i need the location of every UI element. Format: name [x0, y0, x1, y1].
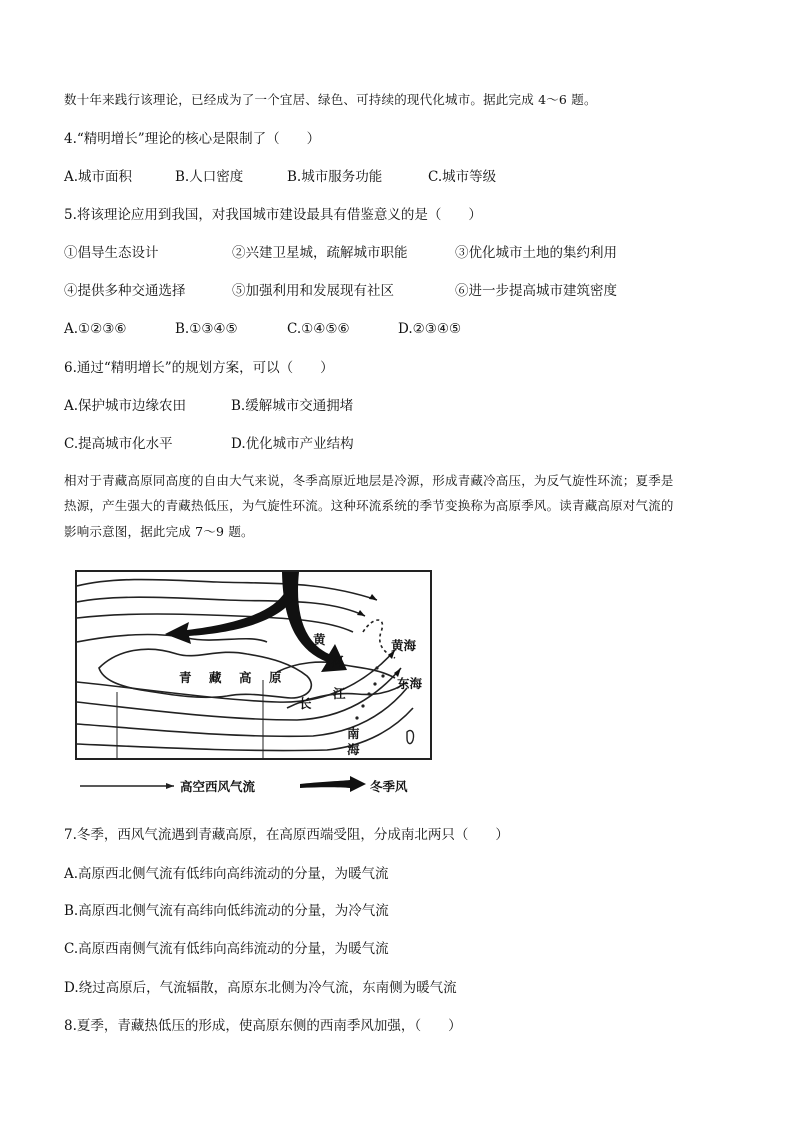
q5-option-c: C.①④⑤⑥ — [287, 321, 350, 337]
passage-line-1: 相对于青藏高原同高度的自由大气来说，冬季高原近地层是冷源，形成青藏冷高压，为反气旋性环流；夏季是 — [64, 473, 674, 488]
q7-option-a: A.高原西北侧气流有低纬向高纬流动的分量，为暖气流 — [64, 866, 389, 882]
q5-item-6: ⑥进一步提高城市建筑密度 — [455, 283, 617, 299]
label-plateau-1: 青 — [179, 670, 192, 685]
label-east-sea: 东海 — [397, 676, 423, 691]
question-7-stem: 7.冬季，西风气流遇到青藏高原，在高原西端受阻，分成南北两只（ ） — [64, 827, 509, 843]
legend-monsoon-arrow — [300, 776, 366, 792]
q7-option-b: B.高原西北侧气流有高纬向低纬流动的分量，为冷气流 — [64, 903, 389, 919]
south-flow-4 — [77, 708, 413, 751]
island-shape — [407, 730, 414, 743]
figure-legend — [78, 776, 438, 796]
plateau-airflow-map — [75, 570, 432, 760]
q5-option-b: B.①③④⑤ — [175, 321, 238, 337]
legend-monsoon-label: 冬季风 — [370, 779, 408, 794]
q5-item-1: ①倡导生态设计 — [64, 245, 159, 261]
passage-line-3: 影响示意图，据此完成 7～9 题。 — [64, 524, 254, 539]
question-4-stem: 4.“精明增长”理论的核心是限制了（ ） — [64, 131, 321, 147]
question-6-stem: 6.通过“精明增长”的规划方案，可以（ ） — [64, 360, 334, 376]
q4-option-b2: B.城市服务功能 — [287, 169, 383, 185]
label-south-sea-2: 海 — [347, 742, 360, 757]
westerly-arrowhead-2 — [357, 610, 365, 616]
q6-option-b: B.缓解城市交通拥堵 — [231, 398, 354, 414]
q4-option-c: C.城市等级 — [428, 169, 497, 185]
intro-text: 数十年来践行该理论，已经成为了一个宜居、绿色、可持续的现代化城市。据此完成 4～6 题。 — [64, 92, 597, 107]
q5-option-d: D.②③④⑤ — [398, 321, 462, 337]
q5-item-4: ④提供多种交通选择 — [64, 283, 186, 299]
q6-option-d: D.优化城市产业结构 — [231, 436, 354, 452]
map-drawing — [77, 572, 432, 760]
legend-westerly-arrowhead — [166, 783, 174, 789]
q7-option-c: C.高原西南侧气流有低纬向高纬流动的分量，为暖气流 — [64, 941, 389, 957]
q5-option-a: A.①②③⑥ — [64, 321, 127, 337]
question-8-stem: 8.夏季，青藏热低压的形成，使高原东侧的西南季风加强，（ ） — [64, 1018, 462, 1034]
q5-item-2: ②兴建卫星城，疏解城市职能 — [232, 245, 408, 261]
q6-option-c: C.提高城市化水平 — [64, 436, 173, 452]
question-5-stem: 5.将该理论应用到我国，对我国城市建设最具有借鉴意义的是（ ） — [64, 207, 482, 223]
q5-item-5: ⑤加强利用和发展现有社区 — [232, 283, 394, 299]
label-huang-2: 河 — [331, 654, 344, 669]
label-yellow-sea: 黄海 — [391, 638, 417, 653]
passage-line-2: 热源，产生强大的青藏热低压，为气旋性环流。这种环流系统的季节变换称为高原季风。读青藏高原对气流的 — [64, 498, 674, 513]
legend-westerly-label: 高空西风气流 — [180, 779, 256, 794]
q6-option-a: A.保护城市边缘农田 — [64, 398, 187, 414]
westerly-line-2 — [77, 597, 365, 616]
label-south-sea-1: 南 — [347, 726, 360, 741]
q7-option-d: D.绕过高原后，气流辐散，高原东北侧为冷气流，东南侧为暖气流 — [64, 980, 457, 996]
q4-option-a: A.城市面积 — [64, 169, 133, 185]
q4-option-b: B.人口密度 — [175, 169, 244, 185]
label-chang-2: 江 — [333, 686, 346, 701]
label-plateau-4: 原 — [269, 670, 282, 685]
q5-item-3: ③优化城市土地的集约利用 — [455, 245, 617, 261]
label-chang-1: 长 — [299, 696, 312, 711]
label-huang-1: 黄 — [313, 632, 326, 647]
label-plateau-3: 高 — [239, 670, 252, 685]
westerly-arrowhead-1 — [369, 594, 377, 600]
label-plateau-2: 藏 — [209, 670, 222, 685]
